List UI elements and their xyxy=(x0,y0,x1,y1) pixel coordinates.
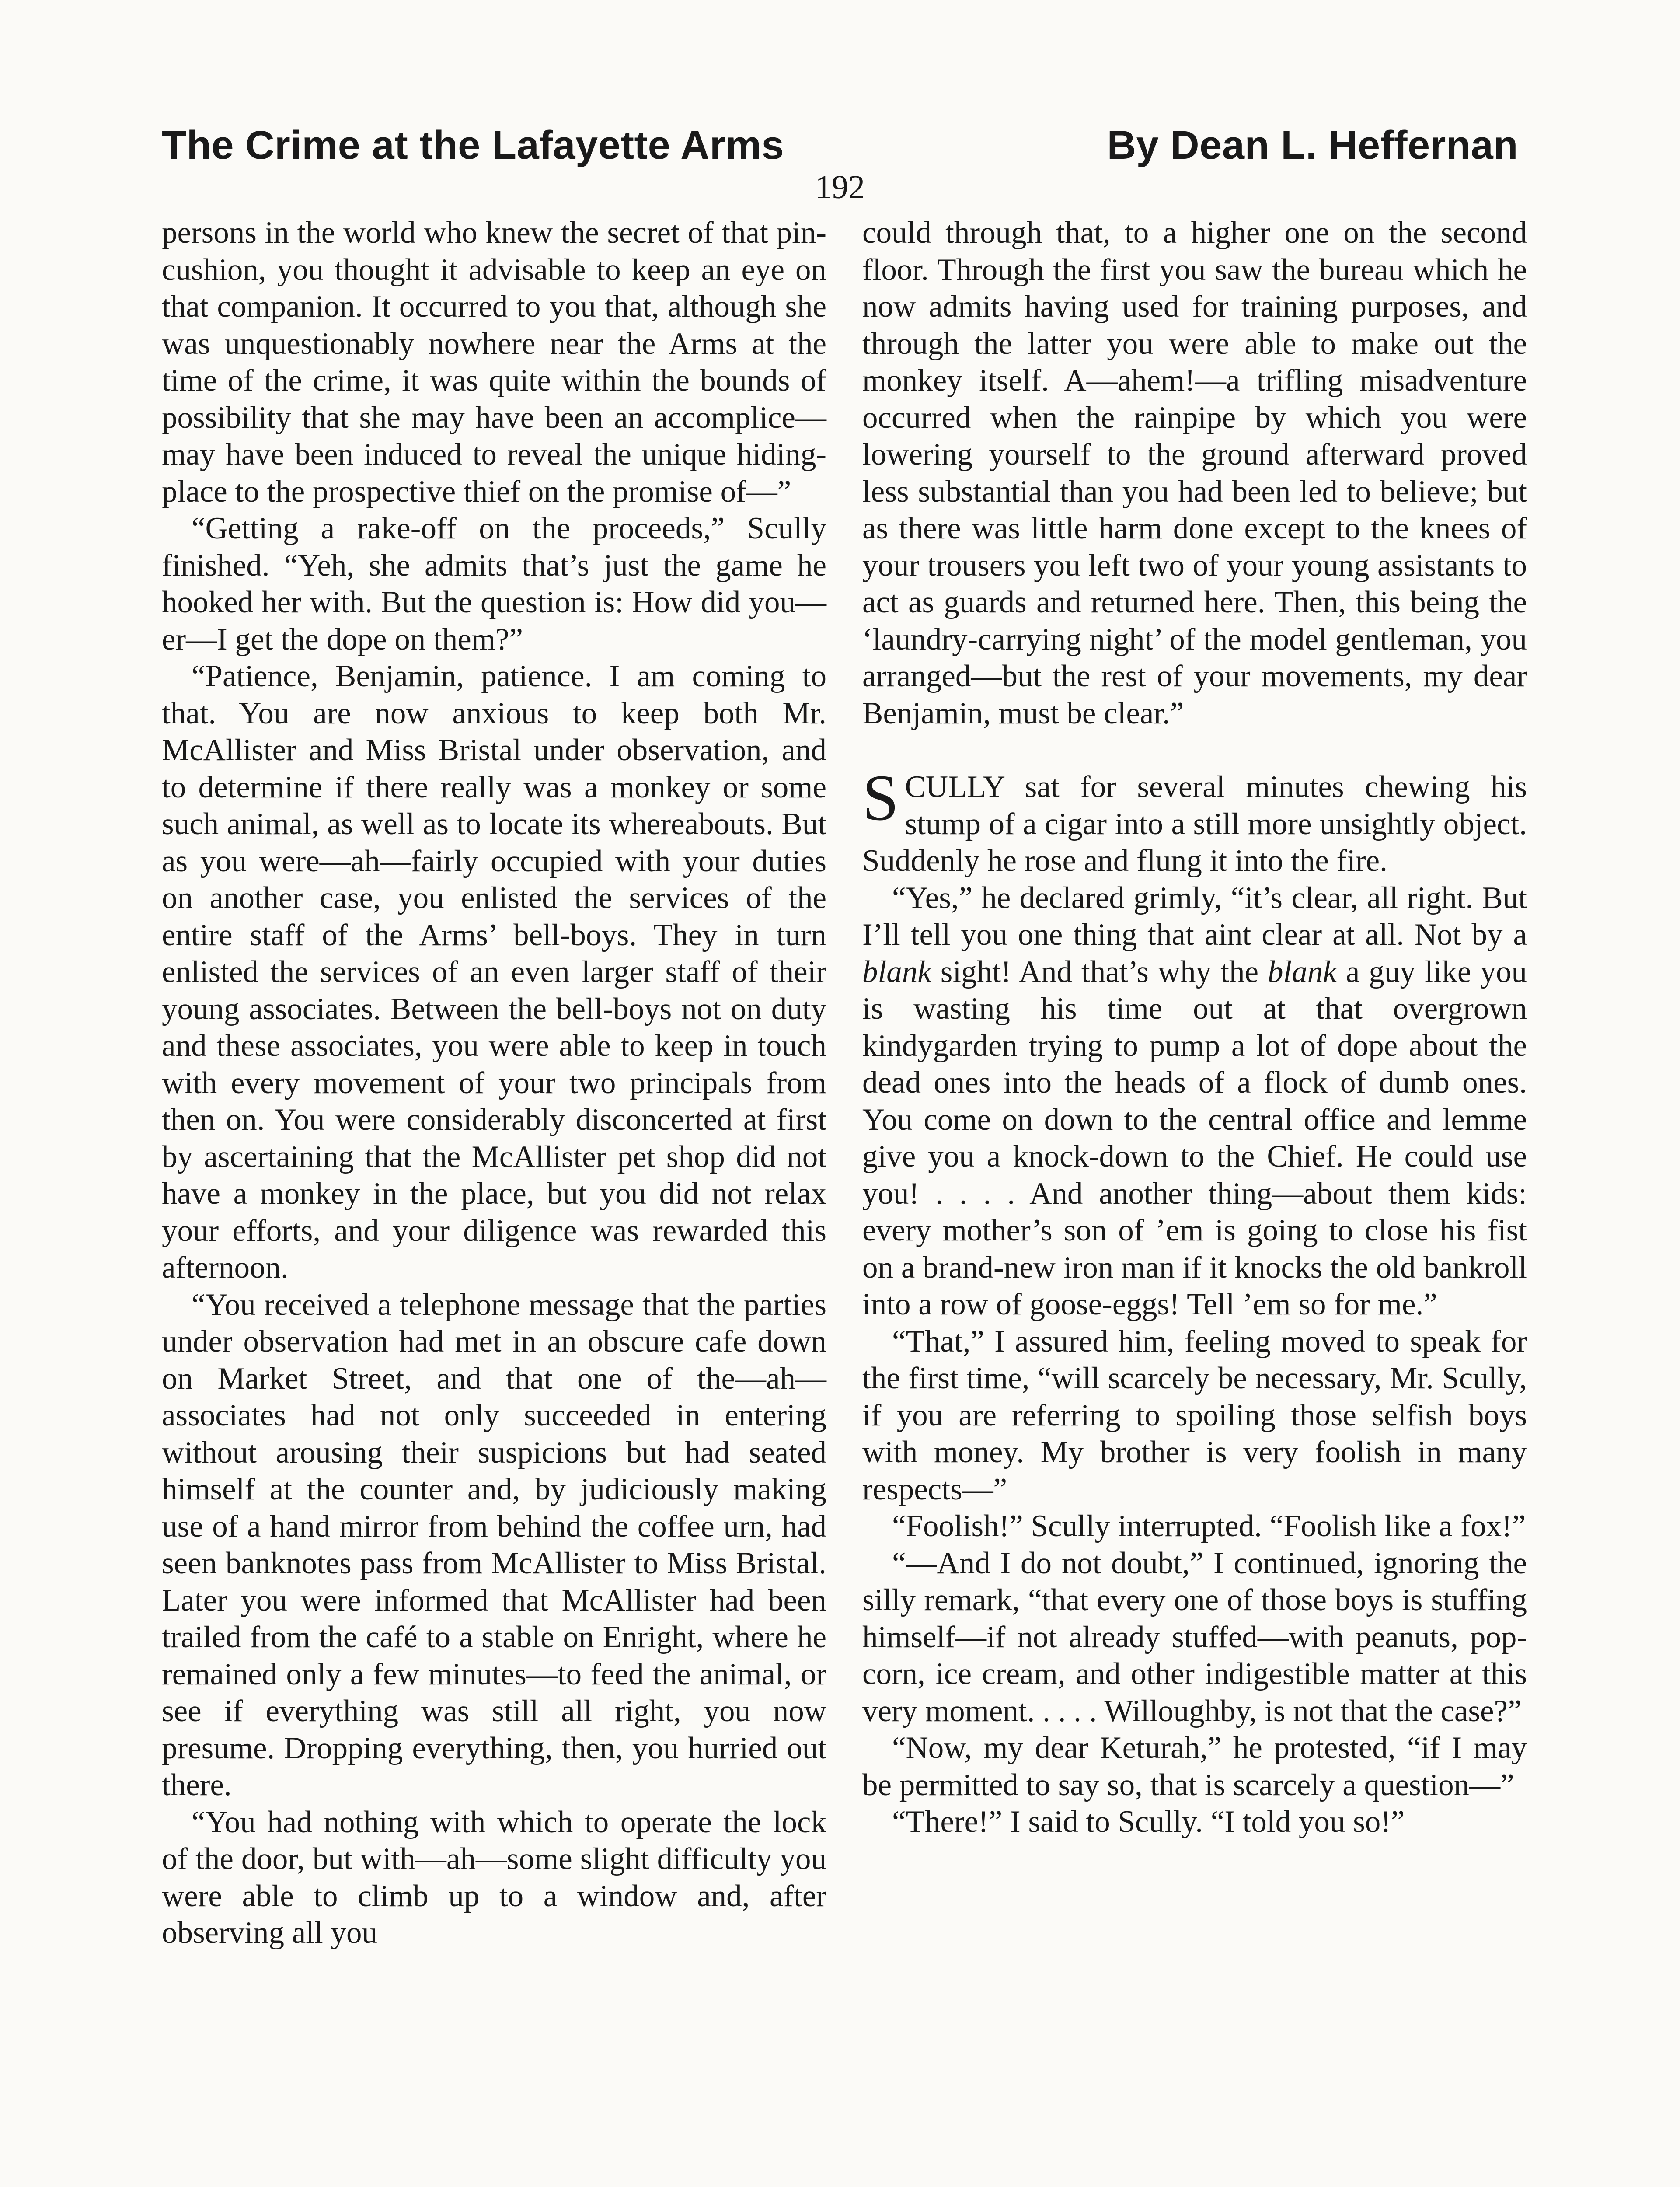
paragraph: “—And I do not doubt,” I continued, ignoring the silly remark, “that every one of those boys is stuffing himself—if not already stuffed—with peanuts, pop-corn, ice cream, and other indigestible matter at this very moment. . . . . Willoughby, is not that the case?” xyxy=(862,1546,1527,1728)
left-text-column xyxy=(162,214,826,1952)
dropcap-paragraph: SCULLY sat for several minutes chewing his stump of a cigar into a still more unsightly object. Suddenly he rose and flung it into the fire. xyxy=(862,762,1527,878)
page-number: 192 xyxy=(815,169,865,206)
author-byline: By Dean L. Heffernan xyxy=(1107,123,1518,168)
paragraph: “Now, my dear Keturah,” he protested, “if I may be permitted to say so, that is scarcely a question—” xyxy=(862,1731,1527,1802)
paragraph: “You received a telephone message that the parties under observation had met in an obscure cafe down on Market Street, and that one of the—ah—associates had not only succeeded in entering without arousing their suspicions but had seated himself at the counter and, by judiciously making use of a hand mirror from behind the coffee urn, had seen banknotes pass from McAllister to Miss Bristal. Later you were informed that McAllister had been trailed from the café to a stable on Enright, where he remained only a few minutes—to feed the animal, or see if everything was still all right, you now presume. Dropping everything, then, you hurried out there. xyxy=(162,1287,826,1802)
paragraph: “Foolish!” Scully interrupted. “Foolish like a fox!” xyxy=(892,1509,1526,1543)
paragraph: could through that, to a higher one on the second floor. Through the first you saw the bureau which he now admits having used for training purposes, and through the latter you were able to make out the monkey itself. A—ahem!—a trifling misadventure occurred when the rainpipe by which you were lowering yourself to the ground afterward proved less substantial than you had been led to believe; but as there was little harm done except to the knees of your trousers you left two of your young assistants to act as guards and returned here. Then, this being the ‘laundry-carrying night’ of the model gentleman, you arranged—but the rest of your movements, my dear Benjamin, must be clear.” xyxy=(862,216,1527,730)
paragraph: persons in the world who knew the secret of that pin-cushion, you thought it advisable to keep an eye on that companion. It occurred to you that, although she was unquestionably nowhere near the Arms at the time of the crime, it was quite within the bounds of possibility that she may have been an accomplice—may have been induced to reveal the unique hiding-place to the prospective thief on the promise of—” xyxy=(162,216,826,509)
paragraph: “You had nothing with which to operate the lock of the door, but with—ah—some slight difficulty you were able to climb up to a window and, after observing all you xyxy=(162,1805,826,1950)
paragraph: “Yes,” he declared grimly, “it’s clear, all right. But I’ll tell you one thing that aint clear at all. Not by a blank sight! And that’s why the blank a guy like you is wasting his time out at that overgrown kindygarden trying to pump a lot of dope about the dead ones into the heads of a flock of dumb ones. You come on down to the central office and lemme give you a knock-down to the Chief. He could use you! . . . . And another thing—about them kids: every mother’s son of ’em is going to close his fist on a brand-new iron man if it knocks the old bankroll into a row of goose-eggs! Tell ’em so for me.” xyxy=(862,880,1527,1321)
paragraph: “Patience, Benjamin, patience. I am coming to that. You are now anxious to keep both Mr. McAllister and Miss Bristal under observation, and to determine if there really was a monkey or some such animal, as well as to locate its whereabouts. But as you were—ah—fairly occupied with your duties on another case, you enlisted the services of the entire staff of the Arms’ bell-boys. They in turn enlisted the services of an even larger staff of their young associates. Between the bell-boys not on duty and these associates, you were able to keep in touch with every movement of your two principals from then on. You were considerably disconcerted at first by ascertaining that the McAllister pet shop did not have a monkey in the place, but you did not relax your efforts, and your diligence was rewarded this afternoon. xyxy=(162,659,826,1285)
paragraph: “That,” I assured him, feeling moved to speak for the first time, “will scarcely be necessary, Mr. Scully, if you are referring to spoiling those selfish boys with money. My brother is very foolish in many respects—” xyxy=(862,1324,1527,1506)
right-text-column xyxy=(862,214,1527,1841)
paragraph: “Getting a rake-off on the proceeds,” Scully finished. “Yeh, she admits that’s just the game he hooked her with. But the question is: How did you—er—I get the dope on them?” xyxy=(162,511,826,657)
paragraph: “There!” I said to Scully. “I told you so!” xyxy=(892,1805,1405,1839)
section-break xyxy=(862,732,1527,769)
story-title: The Crime at the Lafayette Arms xyxy=(162,123,784,168)
